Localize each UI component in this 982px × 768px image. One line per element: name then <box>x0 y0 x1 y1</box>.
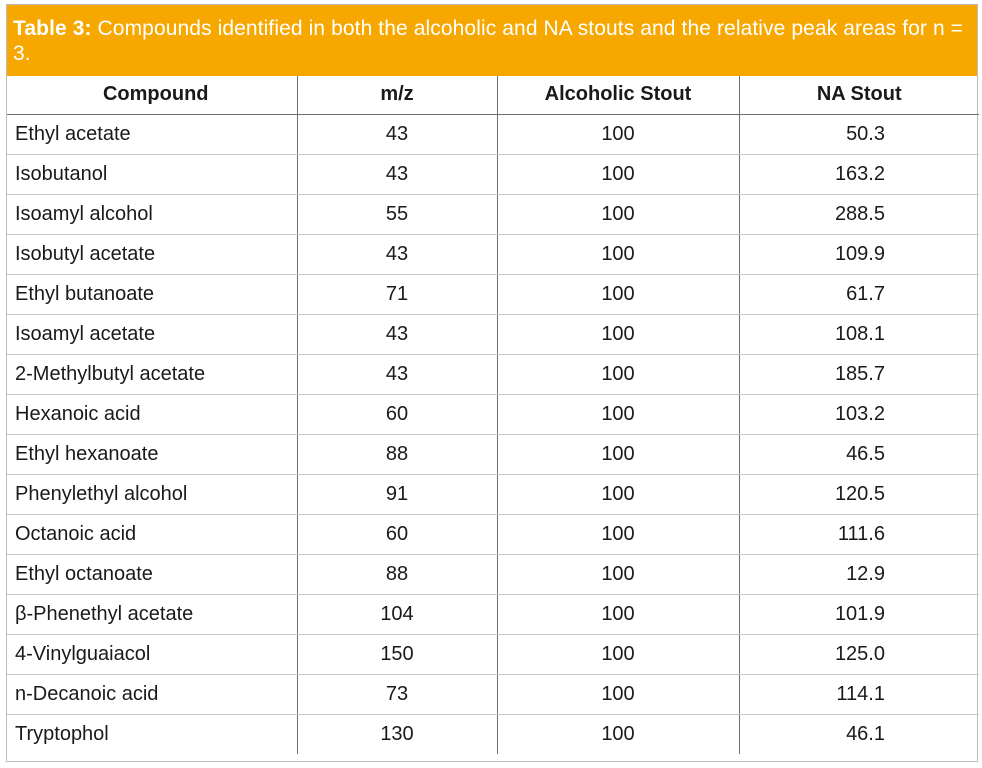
cell-mz: 73 <box>297 674 497 714</box>
header-alcoholic-stout: Alcoholic Stout <box>497 76 739 114</box>
cell-alcoholic-stout: 100 <box>497 314 739 354</box>
cell-alcoholic-stout: 100 <box>497 674 739 714</box>
table-row <box>7 514 979 554</box>
cell-na-stout: 185.7 <box>739 354 979 394</box>
cell-mz: 43 <box>297 354 497 394</box>
cell-alcoholic-stout: 100 <box>497 474 739 514</box>
table-row <box>7 474 979 514</box>
cell-mz: 150 <box>297 634 497 674</box>
cell-mz: 91 <box>297 474 497 514</box>
table-row <box>7 714 979 754</box>
cell-alcoholic-stout: 100 <box>497 234 739 274</box>
cell-mz: 130 <box>297 714 497 754</box>
cell-mz: 104 <box>297 594 497 634</box>
cell-mz: 55 <box>297 194 497 234</box>
table-row <box>7 114 979 154</box>
table-row <box>7 394 979 434</box>
cell-na-stout: 103.2 <box>739 394 979 434</box>
cell-mz: 60 <box>297 514 497 554</box>
cell-na-stout: 125.0 <box>739 634 979 674</box>
cell-alcoholic-stout: 100 <box>497 154 739 194</box>
table-header-row <box>7 76 979 114</box>
cell-alcoholic-stout: 100 <box>497 114 739 154</box>
cell-compound: 2-Methylbutyl acetate <box>7 354 297 394</box>
compounds-table <box>7 76 979 754</box>
cell-compound: 4-Vinylguaiacol <box>7 634 297 674</box>
cell-alcoholic-stout: 100 <box>497 714 739 754</box>
cell-na-stout: 163.2 <box>739 154 979 194</box>
cell-na-stout: 46.5 <box>739 434 979 474</box>
table-row <box>7 194 979 234</box>
cell-na-stout: 288.5 <box>739 194 979 234</box>
table-caption <box>7 5 977 76</box>
cell-compound: Ethyl octanoate <box>7 554 297 594</box>
cell-compound: β-Phenethyl acetate <box>7 594 297 634</box>
table-caption-text: Compounds identified in both the alcoholic and NA stouts and the relative peak areas for n = 3. <box>13 17 964 65</box>
table-row <box>7 634 979 674</box>
cell-alcoholic-stout: 100 <box>497 434 739 474</box>
cell-mz: 60 <box>297 394 497 434</box>
cell-na-stout: 46.1 <box>739 714 979 754</box>
header-na-stout: NA Stout <box>739 76 979 114</box>
cell-compound: Ethyl hexanoate <box>7 434 297 474</box>
cell-mz: 43 <box>297 114 497 154</box>
table-row <box>7 594 979 634</box>
cell-compound: Ethyl butanoate <box>7 274 297 314</box>
cell-na-stout: 108.1 <box>739 314 979 354</box>
cell-compound: Hexanoic acid <box>7 394 297 434</box>
cell-na-stout: 109.9 <box>739 234 979 274</box>
cell-alcoholic-stout: 100 <box>497 354 739 394</box>
cell-compound: Isobutanol <box>7 154 297 194</box>
cell-alcoholic-stout: 100 <box>497 594 739 634</box>
header-compound: Compound <box>7 76 297 114</box>
cell-na-stout: 50.3 <box>739 114 979 154</box>
cell-mz: 88 <box>297 434 497 474</box>
table-figure <box>6 4 978 762</box>
cell-mz: 71 <box>297 274 497 314</box>
cell-na-stout: 12.9 <box>739 554 979 594</box>
cell-compound: Tryptophol <box>15 722 109 745</box>
cell-mz: 88 <box>297 554 497 594</box>
cell-alcoholic-stout: 100 <box>497 634 739 674</box>
header-mz: m/z <box>297 76 497 114</box>
cell-alcoholic-stout: 100 <box>497 554 739 594</box>
table-row <box>7 154 979 194</box>
cell-alcoholic-stout: 100 <box>497 394 739 434</box>
cell-compound: Isoamyl alcohol <box>7 194 297 234</box>
table-row <box>7 674 979 714</box>
table-row <box>7 354 979 394</box>
cell-mz: 43 <box>297 154 497 194</box>
cell-na-stout: 101.9 <box>739 594 979 634</box>
table-body <box>7 114 979 754</box>
cell-compound: n-Decanoic acid <box>7 674 297 714</box>
cell-compound: Ethyl acetate <box>7 114 297 154</box>
cell-compound: Octanoic acid <box>7 514 297 554</box>
table-row <box>7 314 979 354</box>
table-row <box>7 234 979 274</box>
table-row <box>7 554 979 594</box>
cell-mz: 43 <box>297 314 497 354</box>
cell-compound: Isobutyl acetate <box>7 234 297 274</box>
cell-na-stout: 61.7 <box>739 274 979 314</box>
cell-compound: Phenylethyl alcohol <box>7 474 297 514</box>
cell-na-stout: 120.5 <box>739 474 979 514</box>
cell-compound: Isoamyl acetate <box>7 314 297 354</box>
cell-na-stout: 111.6 <box>739 514 979 554</box>
table-caption-label: Table 3: <box>13 17 92 40</box>
cell-mz: 43 <box>297 234 497 274</box>
cell-alcoholic-stout: 100 <box>497 194 739 234</box>
table-row <box>7 434 979 474</box>
cell-alcoholic-stout: 100 <box>497 274 739 314</box>
cell-alcoholic-stout: 100 <box>497 514 739 554</box>
cell-na-stout: 114.1 <box>739 674 979 714</box>
table-row <box>7 274 979 314</box>
